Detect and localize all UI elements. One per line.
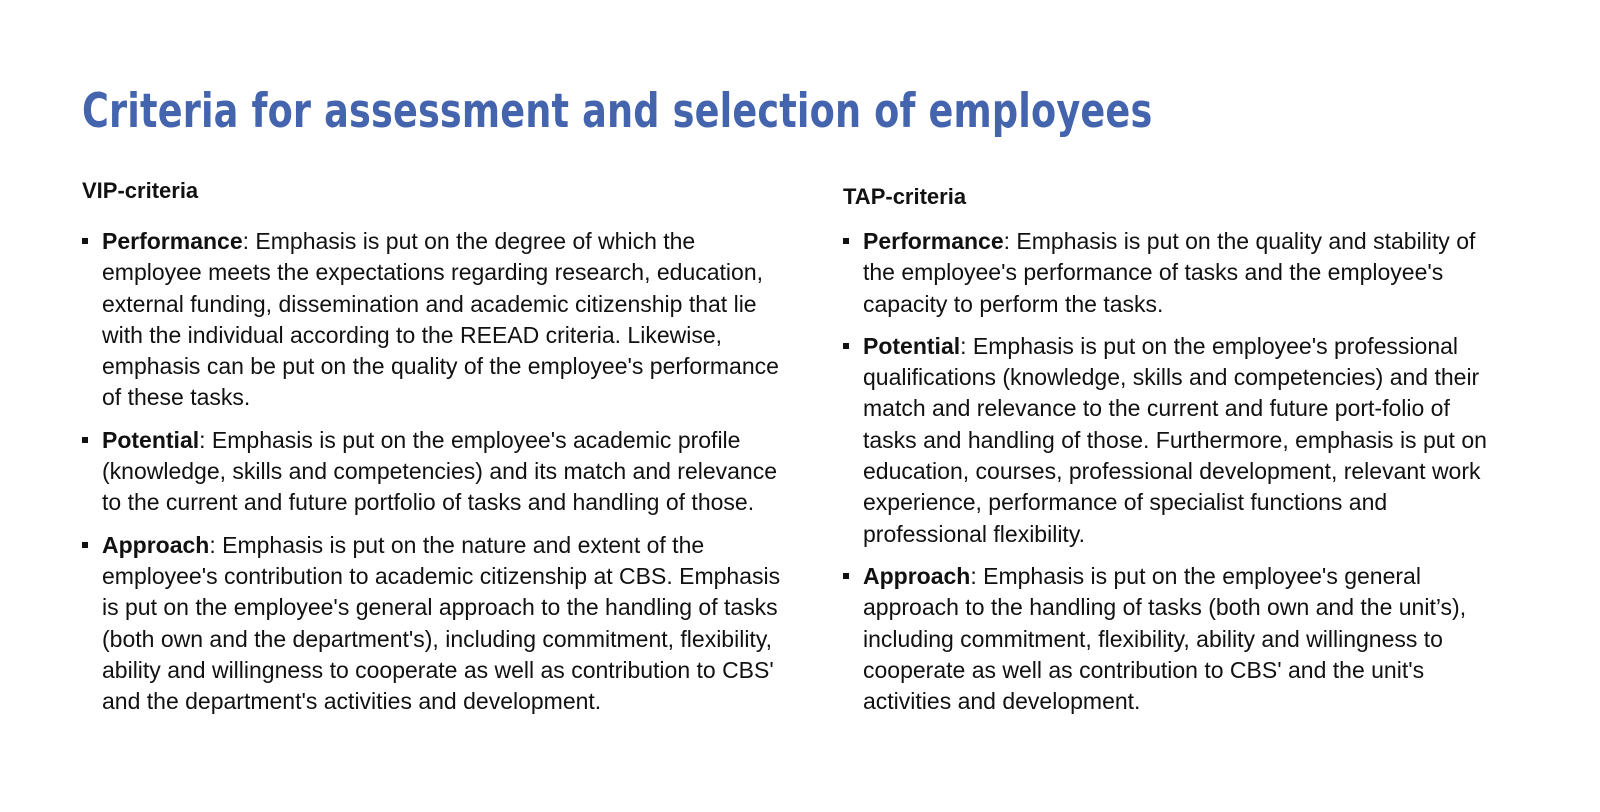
criterion-text: : Emphasis is put on the employee's professional qualifications (knowledge, skills and competencies) and their match and relevance to the current and future port-folio of tasks and handling of those. Furthermore, emphasis is put on education, courses, professional development, relevant work experience, performance of specialist functions and professional flexibility.: [863, 332, 1487, 547]
tap-criteria-column: [843, 182, 1503, 728]
criterion-term: Potential: [863, 332, 961, 359]
criterion-term: Potential: [102, 426, 200, 453]
tap-criterion-potential: [843, 331, 1503, 550]
vip-criterion-approach: [82, 530, 782, 718]
criterion-text: : Emphasis is put on the employee's academic profile (knowledge, skills and competencies) and its match and relevance to the current and future portfolio of tasks and handling of those.: [102, 426, 778, 516]
bullet-icon: [82, 238, 88, 244]
vip-criteria-column: [82, 176, 782, 728]
vip-criterion-potential: [82, 425, 782, 519]
bullet-icon: [843, 343, 849, 349]
tap-criteria-heading: TAP-criteria: [843, 184, 967, 209]
criterion-term: Approach: [102, 531, 210, 558]
criterion-term: Performance: [102, 228, 243, 254]
tap-criteria-list: [843, 226, 1503, 717]
criterion-text: : Emphasis is put on the quality and stability of the employee's performance of tasks and the employee's capacity to perform the tasks.: [863, 228, 1476, 317]
criterion-text: : Emphasis is put on the employee's general approach to the handling of tasks (both own and the unit’s), including commitment, flexibility, ability and willingness to cooperate as well as contribution to CBS' and the unit's activities and development.: [863, 562, 1467, 715]
bullet-icon: [843, 238, 849, 244]
tap-criterion-performance: [843, 226, 1503, 320]
bullet-icon: [82, 437, 88, 443]
criterion-text: : Emphasis is put on the nature and extent of the employee's contribution to academic citizenship at CBS. Emphasis is put on the employee's general approach to the handling of tasks (both own and the department's), including commitment, flexibility, ability and willingness to cooperate as well as contribution to CBS' and the department's activities and development.: [102, 531, 781, 715]
page-title: Criteria for assessment and selection of employees: [82, 84, 1153, 139]
criterion-term: Performance: [863, 228, 1004, 254]
vip-criterion-performance: [82, 226, 782, 414]
tap-criterion-approach: [843, 561, 1503, 717]
bullet-icon: [843, 573, 849, 579]
vip-criteria-list: [82, 226, 782, 717]
criterion-text: : Emphasis is put on the degree of which the employee meets the expectations regarding research, education, external funding, dissemination and academic citizenship that lie with the individual according to the REEAD criteria. Likewise, emphasis can be put on the quality of the employee's performance of these tasks.: [102, 228, 779, 411]
criterion-term: Approach: [863, 562, 971, 589]
bullet-icon: [82, 542, 88, 548]
vip-criteria-heading: VIP-criteria: [82, 178, 199, 203]
